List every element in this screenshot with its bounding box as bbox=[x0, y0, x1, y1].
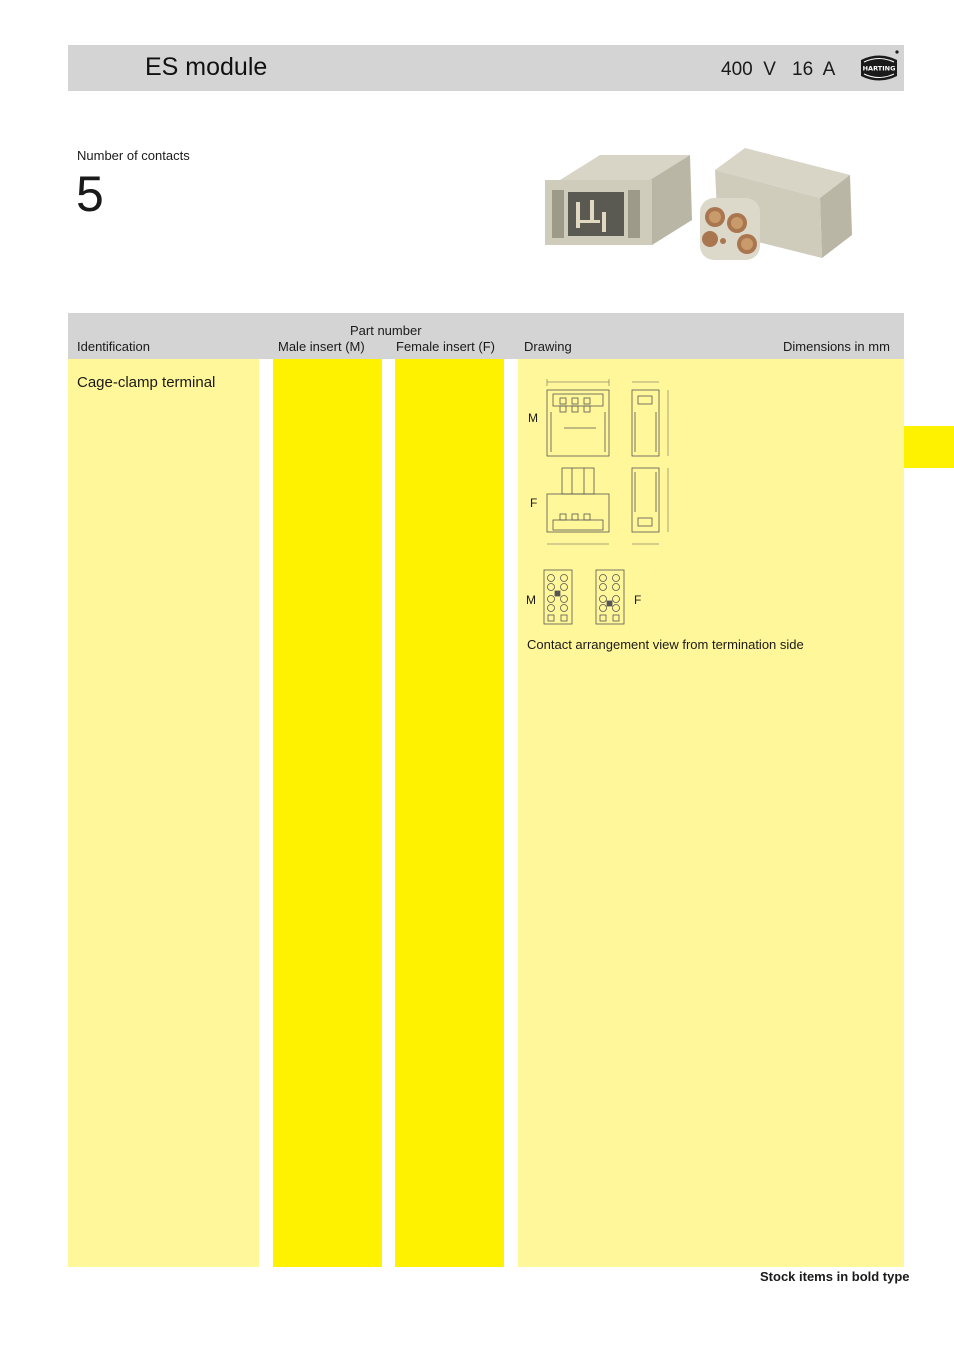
female-module-image bbox=[700, 148, 852, 260]
female-side-view bbox=[632, 468, 668, 544]
product-photo bbox=[540, 140, 865, 275]
contact-arrangement-male bbox=[544, 570, 572, 624]
contact-arrangement-caption: Contact arrangement view from termination side bbox=[527, 637, 804, 652]
drawing-header: Drawing bbox=[524, 339, 572, 354]
section-tab-marker bbox=[904, 426, 954, 468]
male-front-view bbox=[547, 379, 609, 456]
male-insert-column bbox=[273, 359, 382, 1267]
identification-header: Identification bbox=[77, 339, 150, 354]
contact-arrangement-female bbox=[596, 570, 624, 624]
harting-logo-icon bbox=[858, 48, 900, 88]
male-module-image bbox=[545, 155, 692, 245]
female-front-view bbox=[547, 468, 609, 544]
logo-text: HARTING bbox=[862, 64, 896, 73]
male-insert-header: Male insert (M) bbox=[278, 339, 365, 354]
technical-drawing bbox=[520, 372, 720, 632]
contacts-label: Number of contacts bbox=[77, 148, 190, 163]
part-number-header: Part number bbox=[350, 323, 422, 338]
identification-column bbox=[68, 359, 259, 1267]
male-side-view bbox=[632, 382, 668, 456]
stock-note: Stock items in bold type bbox=[760, 1269, 910, 1284]
voltage-rating: 400 V bbox=[721, 59, 776, 80]
page-title: ES module bbox=[145, 53, 268, 81]
dimensions-header: Dimensions in mm bbox=[783, 339, 890, 354]
contacts-value: 5 bbox=[76, 166, 104, 222]
female-insert-header: Female insert (F) bbox=[396, 339, 495, 354]
drawing-label-male: M bbox=[528, 411, 538, 425]
table-row-identification: Cage-clamp terminal bbox=[77, 374, 216, 391]
arrangement-label-female: F bbox=[634, 593, 642, 607]
drawing-label-female: F bbox=[530, 496, 538, 510]
arrangement-label-male: M bbox=[526, 593, 536, 607]
current-rating: 16 A bbox=[792, 59, 836, 80]
female-insert-column bbox=[395, 359, 504, 1267]
